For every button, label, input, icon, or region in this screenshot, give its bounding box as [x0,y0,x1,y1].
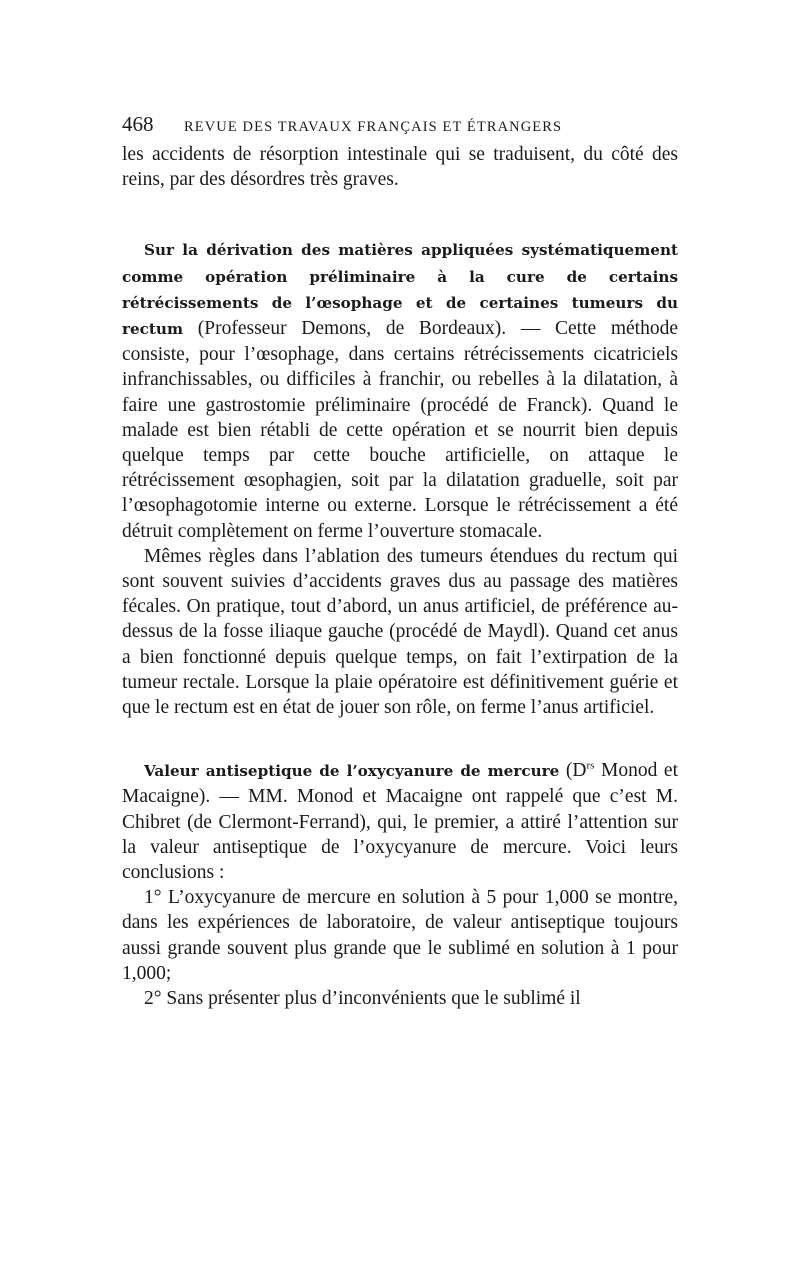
intro-paragraph: les accidents de résorption intestinale qui se traduisent, du côté des reins, par des désordres très graves. [122,144,678,191]
conclusion-item-1: 1° L’oxycyanure de mercure en solution à 5 pour 1,000 se montre, dans les expériences de laboratoire, de valeur antiseptique toujours aussi grande souvent plus grande que le sublimé en solution à 1 pour 1,000; [122,887,678,984]
article2-body: — MM. Monod et Macaigne ont rappelé que c’est M. Chibret (de Clermont-Ferrand), qui, le premier, a attiré l’attention sur la valeur antiseptique de l’oxycyanure de mercure. Voici leurs conclusions : [122,786,678,884]
author-prefix: (D [565,760,587,782]
author-sup: rs [586,759,595,772]
page [122,112,678,1011]
running-header [122,112,678,142]
article1-paragraph [122,237,678,543]
page-number: 468 [122,112,154,136]
article1-title: Sur la dérivation des matières appliquées systématiquement comme opération préliminaire à la cure de certains rétrécissements de l’œsophage et de certaines tumeurs du rectum [122,241,678,339]
article2-paragraph [122,758,678,885]
author-rest: Monod et Macaigne). [122,760,679,808]
article1-paragraph-2: Mêmes règles dans l’ablation des tumeurs étendues du rectum qui sont souvent suivies d’accidents graves dus au passage des matières fécales. On pratique, tout d’abord, un anus artificiel, de préférence au-dessus de la fosse iliaque gauche (procédé de Maydl). Quand cet anus a bien fonctionné depuis quelque temps, on fait l’extirpation de la tumeur rectale. Lorsque la plaie opératoire est définitivement guérie et que le rectum est en état de jouer son rôle, on ferme l’anus artificiel. [122,545,678,719]
article2-title: Valeur antiseptique de l’oxycyanure de mercure [144,762,560,781]
article1-body: — Cette méthode consiste, pour l’œsophage, dans certains rétrécissements cicatriciels infranchissables, ou difficiles à franchir, ou rebelles à la dilatation, à faire une gastrostomie préliminaire (procédé de Franck). Quand le malade est bien rétabli de cette opération et se nourrit bien depuis quelque temps par cette bouche artificielle, on attaque le rétrécissement œsophagien, soit par la dilatation graduelle, soit par l’œsophagotomie interne ou externe. Lorsque le rétrécissement a été détruit complètement on ferme l’ouverture stomacale. [122,318,679,542]
conclusion-item-2: 2° Sans présenter plus d’inconvénients que le sublimé il [144,988,581,1010]
running-title: REVUE DES TRAVAUX FRANÇAIS ET ÉTRANGERS [184,119,563,135]
article1-author: (Professeur Demons, de Bordeaux). [197,318,507,340]
